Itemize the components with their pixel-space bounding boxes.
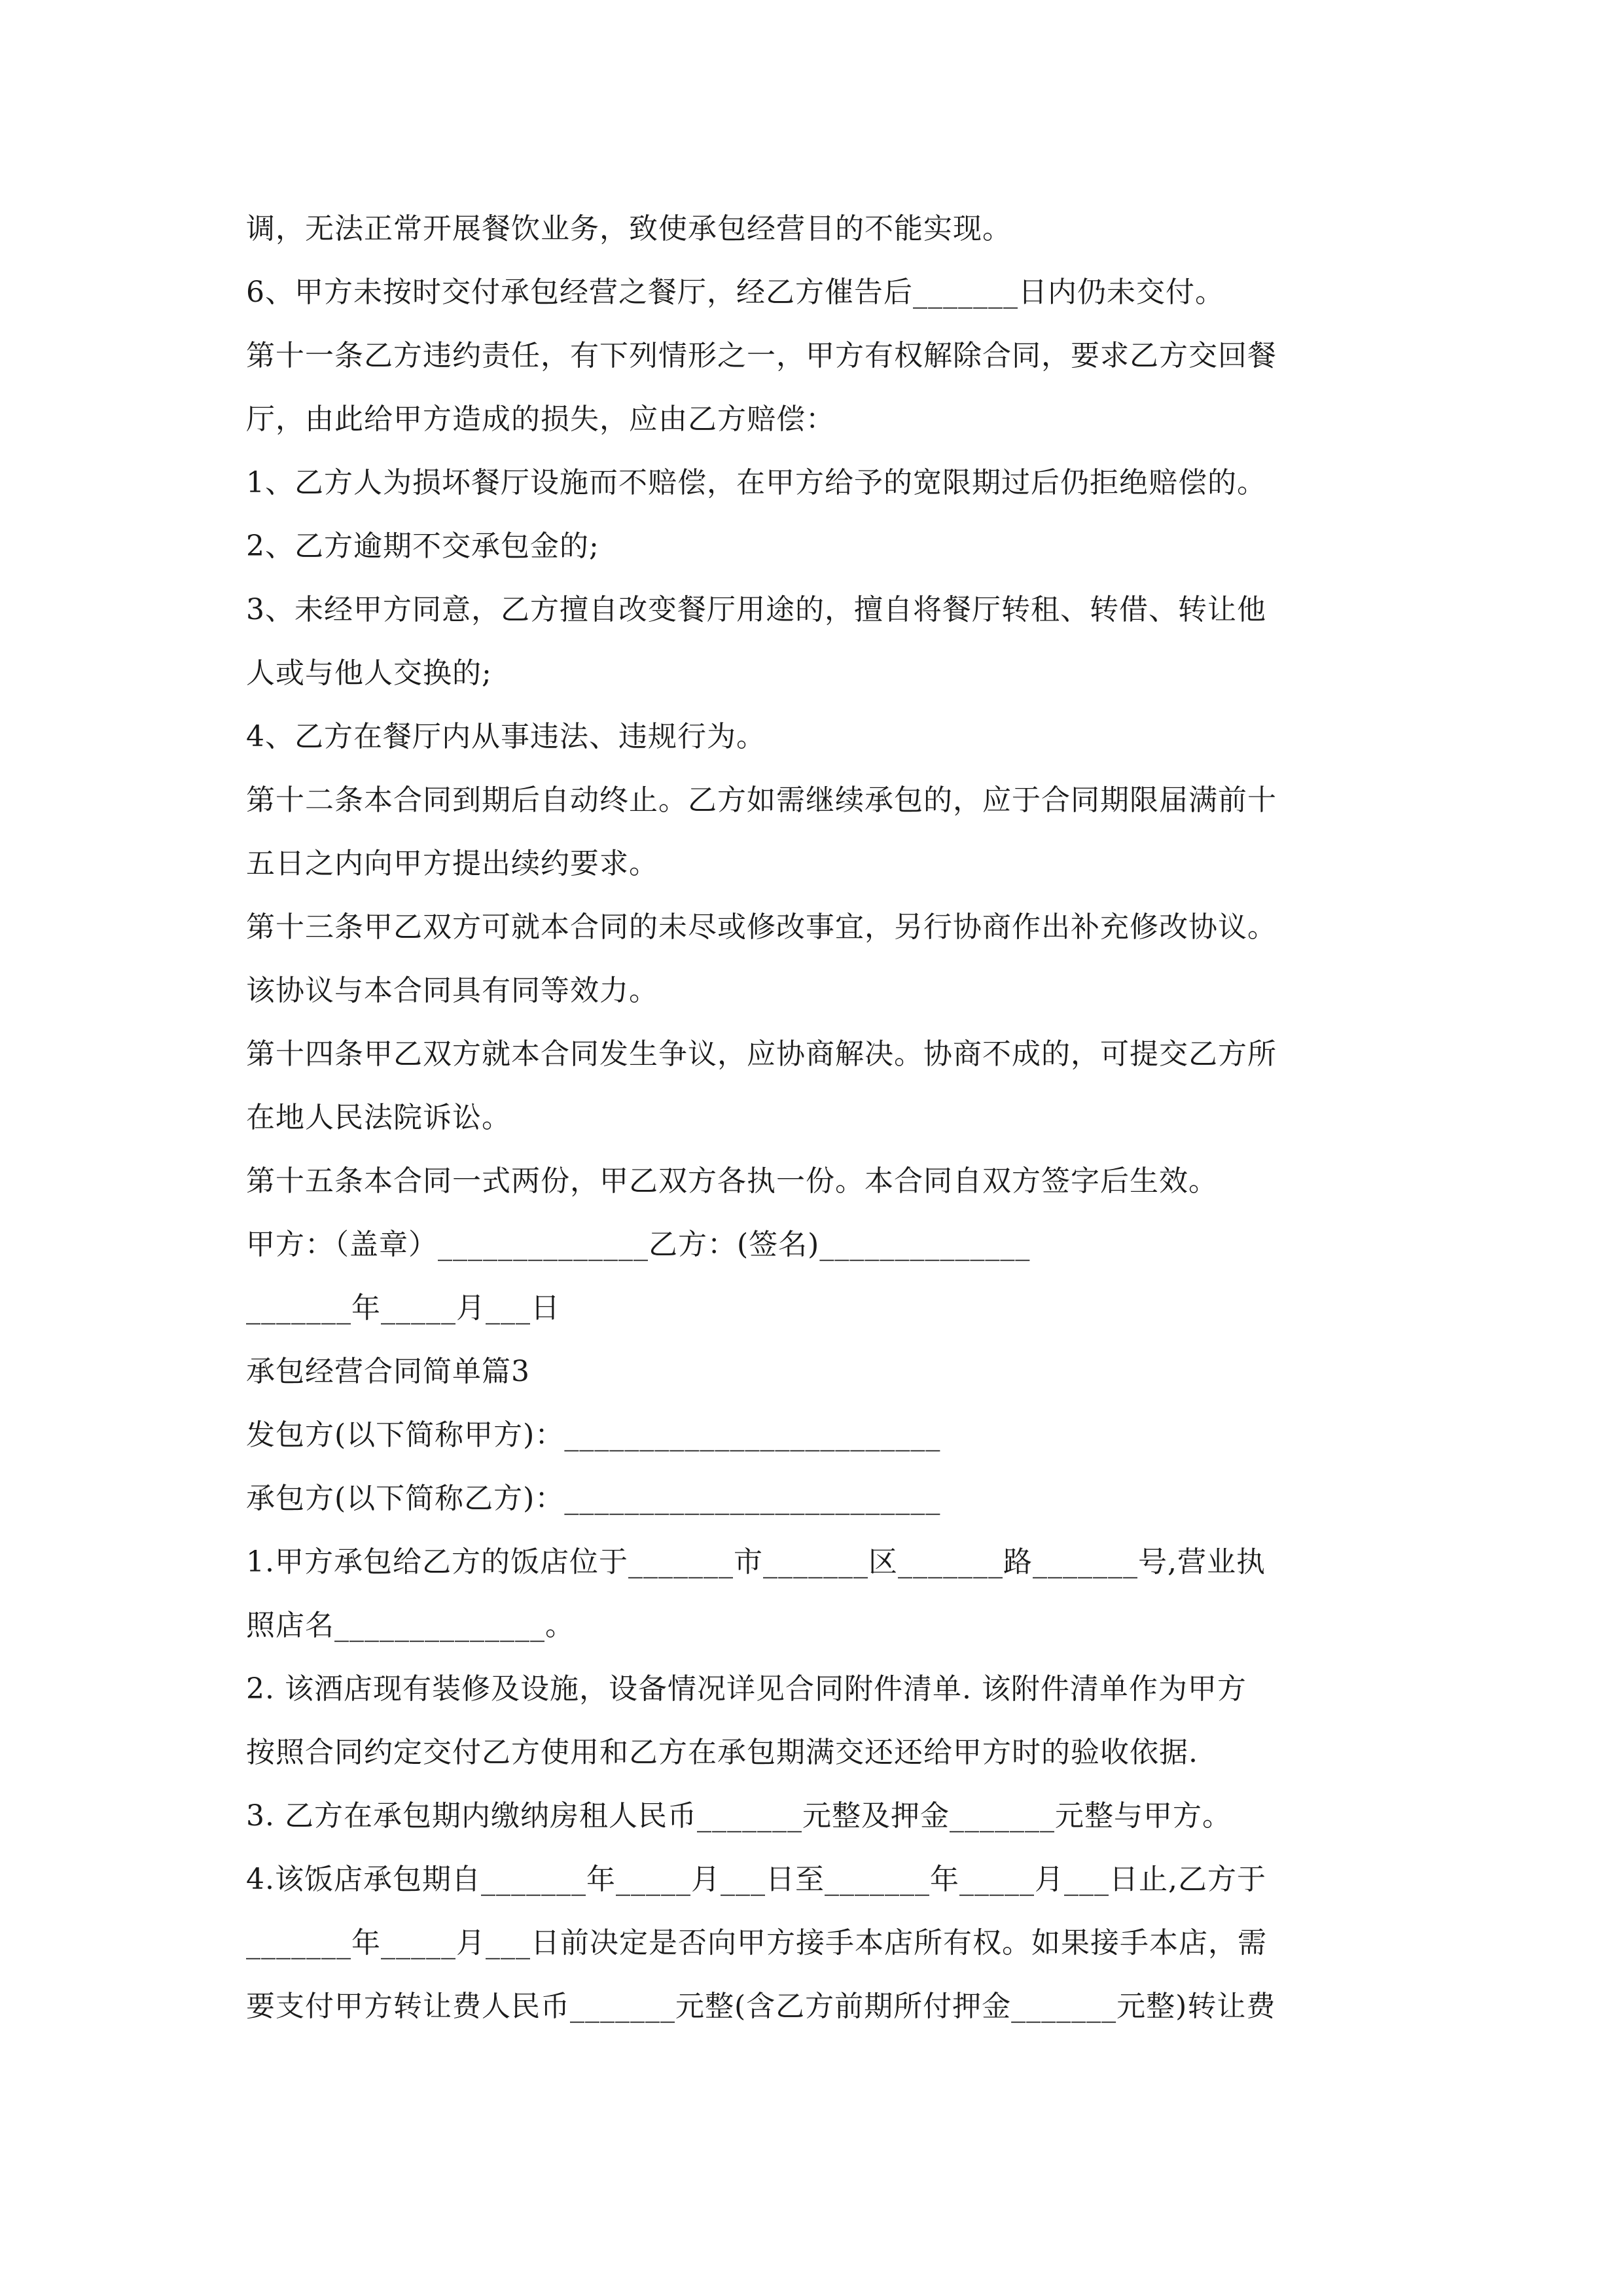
text-line: 五日之内向甲方提出续约要求。 xyxy=(246,847,658,880)
text-line: 4.该饭店承包期自_______年_____月___日至_______年_____月___日止,乙方于 xyxy=(246,1863,1266,1896)
text-line: 第十三条甲乙双方可就本合同的未尽或修改事宜，另行协商作出补充修改协议。 xyxy=(246,910,1277,944)
text-line: 该协议与本合同具有同等效力。 xyxy=(246,974,658,1007)
text-line: 6、甲方未按时交付承包经营之餐厅，经乙方催告后_______日内仍未交付。 xyxy=(246,276,1224,309)
text-line: 3、未经甲方同意，乙方擅自改变餐厅用途的，擅自将餐厅转租、转借、转让他 xyxy=(246,593,1266,626)
text-line: 第十五条本合同一式两份，甲乙双方各执一份。本合同自双方签字后生效。 xyxy=(246,1164,1218,1198)
text-line: 第十一条乙方违约责任，有下列情形之一，甲方有权解除合同，要求乙方交回餐 xyxy=(246,339,1277,372)
text-line: 调，无法正常开展餐饮业务，致使承包经营目的不能实现。 xyxy=(246,212,1012,245)
text-line: 照店名______________。 xyxy=(246,1609,575,1642)
text-line: 发包方(以下简称甲方)：_________________________ xyxy=(246,1418,941,1452)
text-line: 4、乙方在餐厅内从事违法、违规行为。 xyxy=(246,720,766,753)
text-line: 承包方(以下简称乙方)：_________________________ xyxy=(246,1482,941,1515)
text-line: 人或与他人交换的; xyxy=(246,656,492,690)
text-line: 1、乙方人为损坏餐厅设施而不赔偿，在甲方给予的宽限期过后仍拒绝赔偿的。 xyxy=(246,466,1266,499)
text-line: 要支付甲方转让费人民币_______元整(含乙方前期所付押金_______元整)转让费 xyxy=(246,1990,1276,2023)
text-line: 2. 该酒店现有装修及设施，设备情况详见合同附件清单. 该附件清单作为甲方 xyxy=(246,1672,1247,1706)
date-line: _______年_____月___日 xyxy=(246,1291,560,1325)
signature-line: 甲方：（盖章）______________乙方：(签名)______________ xyxy=(246,1228,1031,1261)
text-line: 按照合同约定交付乙方使用和乙方在承包期满交还还给甲方时的验收依据. xyxy=(246,1736,1198,1769)
text-line: 1.甲方承包给乙方的饭店位于_______市_______区_______路_______号,营业执 xyxy=(246,1545,1266,1579)
text-line: 在地人民法院诉讼。 xyxy=(246,1101,511,1134)
text-line: 2、乙方逾期不交承包金的; xyxy=(246,529,599,563)
section-title: 承包经营合同简单篇3 xyxy=(246,1355,530,1388)
text-line: 第十四条甲乙双方就本合同发生争议，应协商解决。协商不成的，可提交乙方所 xyxy=(246,1037,1277,1071)
text-line: _______年_____月___日前决定是否向甲方接手本店所有权。如果接手本店，需 xyxy=(246,1926,1267,1960)
text-line: 第十二条本合同到期后自动终止。乙方如需继续承包的，应于合同期限届满前十 xyxy=(246,783,1277,817)
text-line: 3. 乙方在承包期内缴纳房租人民币_______元整及押金_______元整与甲方。 xyxy=(246,1799,1232,1833)
text-line: 厅，由此给甲方造成的损失，应由乙方赔偿： xyxy=(246,403,835,436)
